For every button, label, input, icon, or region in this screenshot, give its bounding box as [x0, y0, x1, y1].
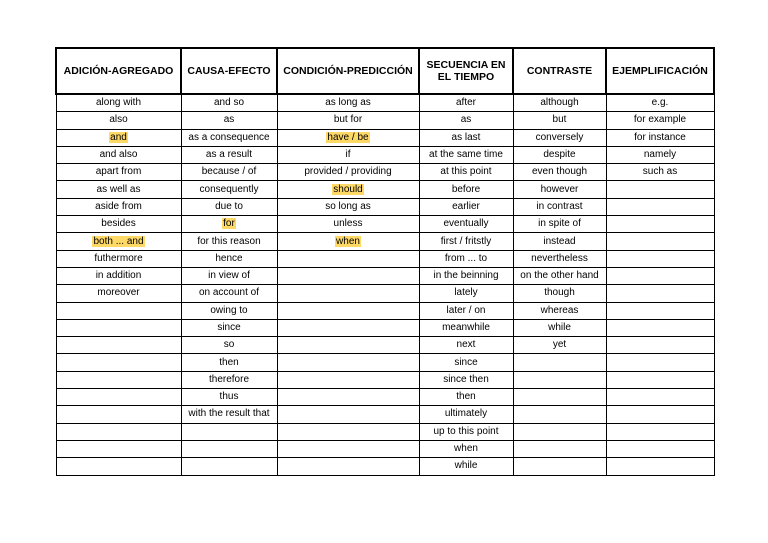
table-cell	[419, 250, 513, 267]
table-cell	[56, 216, 181, 233]
connector-text: and	[110, 131, 127, 143]
table-cell	[419, 354, 513, 371]
table-cell	[277, 285, 419, 302]
connector-text: thus	[219, 391, 239, 403]
table-cell	[56, 233, 181, 250]
connector-text: but	[552, 114, 567, 126]
connector-text: since	[454, 356, 478, 368]
connector-text: meanwhile	[442, 322, 490, 333]
table-cell	[606, 198, 714, 215]
table-cell	[181, 94, 277, 112]
header-adicion	[56, 48, 181, 94]
connector-text: then	[456, 391, 476, 403]
table-cell	[606, 164, 714, 181]
connector-text: although	[540, 97, 579, 109]
table-cell	[513, 164, 606, 181]
table-cell	[56, 302, 181, 319]
connector-text: at the same time	[429, 149, 503, 161]
connector-text: consequently	[199, 183, 259, 195]
table-cell	[419, 94, 513, 112]
connector-text: up to this point	[433, 425, 499, 437]
table-cell	[277, 112, 419, 129]
connector-text: next	[456, 339, 476, 351]
table-cell	[606, 302, 714, 319]
table-cell	[419, 164, 513, 181]
table-row	[56, 423, 714, 440]
connector-text: as long as	[325, 97, 371, 109]
connector-text: while	[548, 322, 571, 333]
connector-text: nevertheless	[531, 252, 588, 264]
connector-text: e.g.	[651, 97, 669, 109]
table-cell	[419, 285, 513, 302]
table-cell	[513, 94, 606, 112]
table-cell	[513, 319, 606, 336]
table-cell	[56, 371, 181, 388]
connector-text: in spite of	[538, 218, 581, 230]
connector-text: as	[460, 114, 472, 126]
connector-text: have / be	[327, 131, 369, 143]
table-cell	[606, 146, 714, 163]
table-cell	[606, 389, 714, 406]
table-row	[56, 354, 714, 371]
connector-text: owing to	[210, 304, 248, 316]
table-cell	[277, 371, 419, 388]
table-cell	[277, 423, 419, 440]
header-condicion	[277, 48, 419, 94]
table-cell	[277, 216, 419, 233]
connector-text: when	[454, 443, 478, 455]
connector-text: in the beinning	[433, 270, 499, 282]
table-cell	[419, 146, 513, 163]
table-cell	[56, 354, 181, 371]
connector-text: if	[345, 149, 351, 161]
connector-text: such as	[642, 166, 678, 178]
connector-text: conversely	[535, 131, 584, 143]
table-cell	[419, 458, 513, 475]
connector-text: as	[223, 114, 235, 126]
table-cell	[56, 181, 181, 198]
table-row	[56, 250, 714, 267]
table-cell	[277, 94, 419, 112]
connector-text: on the other hand	[520, 270, 599, 282]
table-cell	[181, 267, 277, 284]
table-cell	[277, 181, 419, 198]
connector-text: at this point	[440, 166, 492, 178]
connector-text: ultimately	[444, 408, 488, 420]
table-row	[56, 146, 714, 163]
connector-text: apart from	[95, 166, 142, 178]
table-cell	[56, 267, 181, 284]
table-cell	[56, 112, 181, 129]
table-cell	[277, 319, 419, 336]
table-cell	[513, 216, 606, 233]
table-row	[56, 216, 714, 233]
table-cell	[513, 354, 606, 371]
table-cell	[56, 319, 181, 336]
connector-text: though	[544, 287, 575, 299]
table-cell	[181, 354, 277, 371]
connector-text: while	[454, 460, 478, 472]
table-cell	[606, 267, 714, 284]
table-cell	[277, 458, 419, 475]
connector-text: from ... to	[444, 252, 488, 264]
table-cell	[513, 267, 606, 284]
connector-text: later / on	[446, 304, 486, 316]
table-cell	[277, 164, 419, 181]
table-row	[56, 112, 714, 129]
connector-text: instead	[543, 235, 576, 247]
table-cell	[181, 440, 277, 457]
header-row	[56, 48, 714, 94]
table-cell	[419, 112, 513, 129]
table-cell	[419, 233, 513, 250]
connector-text: yet	[552, 339, 567, 351]
table-cell	[277, 389, 419, 406]
table-cell	[513, 389, 606, 406]
table-cell	[181, 146, 277, 163]
table-cell	[56, 406, 181, 423]
connector-text: when	[336, 235, 360, 247]
table-cell	[181, 129, 277, 146]
table-cell	[56, 198, 181, 215]
table-cell	[277, 267, 419, 284]
table-cell	[513, 146, 606, 163]
table-cell	[56, 129, 181, 146]
table-cell	[277, 129, 419, 146]
connector-text: despite	[543, 149, 576, 161]
table-cell	[419, 129, 513, 146]
connector-text: hence	[215, 252, 243, 264]
table-body	[56, 94, 714, 475]
table-row	[56, 94, 714, 112]
connector-text: then	[219, 356, 239, 368]
header-label: CONDICIÓN-PREDICCIÓN	[283, 65, 413, 77]
table-cell	[419, 389, 513, 406]
table-cell	[419, 337, 513, 354]
connector-text: but for	[333, 114, 363, 126]
header-contraste	[513, 48, 606, 94]
connector-text: besides	[101, 218, 136, 230]
connector-text: first / fritstly	[440, 235, 492, 247]
connector-text: however	[540, 183, 579, 195]
table-cell	[419, 198, 513, 215]
table-row	[56, 129, 714, 146]
table-cell	[56, 250, 181, 267]
table-cell	[181, 164, 277, 181]
connector-text: along with	[95, 97, 142, 109]
connectors-table	[55, 47, 715, 476]
table-cell	[513, 233, 606, 250]
connector-text: so long as	[325, 200, 371, 212]
connector-text: aside from	[95, 200, 142, 212]
table-cell	[181, 371, 277, 388]
header-label: ADICIÓN-AGREGADO	[63, 65, 174, 77]
connector-text: earlier	[452, 200, 480, 212]
connector-text: since then	[443, 373, 489, 385]
table-cell	[513, 440, 606, 457]
table-cell	[181, 198, 277, 215]
connector-text: eventually	[443, 218, 489, 230]
table-cell	[419, 406, 513, 423]
table-cell	[419, 216, 513, 233]
table-cell	[181, 423, 277, 440]
connector-text: after	[455, 97, 476, 109]
table-cell	[277, 198, 419, 215]
table-cell	[513, 423, 606, 440]
table-cell	[513, 250, 606, 267]
connector-text: in contrast	[536, 200, 583, 212]
table-row	[56, 181, 714, 198]
table-cell	[513, 129, 606, 146]
table-cell	[606, 406, 714, 423]
table-cell	[181, 302, 277, 319]
connector-text: on account of	[198, 287, 260, 299]
connector-text: whereas	[540, 304, 579, 316]
connector-text: also	[109, 114, 128, 126]
connector-text: as last	[451, 131, 481, 143]
table-cell	[277, 440, 419, 457]
connector-text: both ... and	[93, 235, 144, 247]
connector-text: should	[333, 183, 363, 195]
header-label: CAUSA-EFECTO	[187, 65, 271, 77]
connector-text: provided / providing	[304, 166, 392, 178]
header-label: SECUENCIA EN EL TIEMPO	[426, 59, 506, 83]
table-cell	[56, 440, 181, 457]
connector-text: and so	[213, 97, 245, 109]
table-cell	[606, 423, 714, 440]
connector-text: in view of	[208, 270, 250, 282]
table-cell	[513, 198, 606, 215]
header-label: EJEMPLIFICACIÓN	[612, 65, 708, 77]
table-cell	[513, 112, 606, 129]
table-cell	[181, 112, 277, 129]
table-cell	[513, 181, 606, 198]
header-ejemplificacion	[606, 48, 714, 94]
table-cell	[181, 389, 277, 406]
table-cell	[606, 94, 714, 112]
table-cell	[277, 250, 419, 267]
table-cell	[56, 423, 181, 440]
table-cell	[606, 129, 714, 146]
table-cell	[513, 406, 606, 423]
table-cell	[513, 371, 606, 388]
table-cell	[606, 337, 714, 354]
table-cell	[277, 354, 419, 371]
table-cell	[513, 302, 606, 319]
connector-text: futhermore	[94, 252, 143, 264]
table-cell	[513, 337, 606, 354]
table-cell	[56, 146, 181, 163]
table-row	[56, 267, 714, 284]
connector-text: as a result	[205, 149, 253, 161]
connector-text: in addition	[95, 270, 142, 282]
table-cell	[181, 181, 277, 198]
header-secuencia	[419, 48, 513, 94]
table-row	[56, 319, 714, 336]
table-row	[56, 337, 714, 354]
table-cell	[606, 181, 714, 198]
table-cell	[56, 389, 181, 406]
table-cell	[606, 458, 714, 475]
table-cell	[181, 337, 277, 354]
table-cell	[419, 181, 513, 198]
table-cell	[56, 94, 181, 112]
connector-text: for this reason	[197, 235, 261, 247]
table-cell	[513, 458, 606, 475]
table-cell	[277, 406, 419, 423]
table-cell	[56, 285, 181, 302]
connector-text: because / of	[201, 166, 257, 178]
connector-text: since	[217, 322, 241, 333]
table-row	[56, 371, 714, 388]
table-cell	[606, 319, 714, 336]
table-cell	[56, 164, 181, 181]
table-cell	[606, 250, 714, 267]
connector-text: moreover	[97, 287, 140, 299]
connector-text: lately	[454, 287, 478, 299]
table-cell	[181, 406, 277, 423]
table-row	[56, 458, 714, 475]
connector-text: so	[223, 339, 235, 351]
connector-text: due to	[215, 200, 243, 212]
table-row	[56, 198, 714, 215]
connector-text: namely	[643, 149, 677, 161]
table-row	[56, 440, 714, 457]
table-cell	[606, 285, 714, 302]
connector-text: for example	[633, 114, 687, 126]
table-cell	[419, 302, 513, 319]
table-cell	[181, 216, 277, 233]
connector-text: with the result that	[188, 408, 270, 420]
table-cell	[277, 302, 419, 319]
table-cell	[181, 319, 277, 336]
table-cell	[419, 440, 513, 457]
connector-text: as well as	[96, 183, 141, 195]
connector-text: even though	[531, 166, 588, 178]
connector-text: unless	[333, 218, 363, 230]
header-causa-efecto	[181, 48, 277, 94]
table-cell	[277, 146, 419, 163]
table-cell	[181, 250, 277, 267]
table-row	[56, 233, 714, 250]
connector-text: therefore	[208, 373, 250, 385]
connector-text: before	[451, 183, 481, 195]
table-cell	[277, 233, 419, 250]
connector-text: and also	[99, 149, 138, 161]
table-row	[56, 389, 714, 406]
table-cell	[181, 233, 277, 250]
table-cell	[419, 423, 513, 440]
table-cell	[181, 458, 277, 475]
table-cell	[513, 285, 606, 302]
table-row	[56, 285, 714, 302]
table-cell	[606, 216, 714, 233]
table-cell	[56, 337, 181, 354]
table-cell	[419, 319, 513, 336]
header-label: CONTRASTE	[526, 65, 593, 77]
table-cell	[606, 354, 714, 371]
table-cell	[606, 371, 714, 388]
table-cell	[419, 371, 513, 388]
table-cell	[56, 458, 181, 475]
table-row	[56, 302, 714, 319]
table-cell	[606, 112, 714, 129]
table-row	[56, 406, 714, 423]
table-cell	[606, 233, 714, 250]
connector-text: for	[223, 218, 235, 230]
connector-text: for instance	[634, 131, 686, 143]
table-cell	[606, 440, 714, 457]
table-cell	[277, 337, 419, 354]
table-row	[56, 164, 714, 181]
table-cell	[419, 267, 513, 284]
table-cell	[181, 285, 277, 302]
connector-text: as a consequence	[188, 131, 270, 143]
